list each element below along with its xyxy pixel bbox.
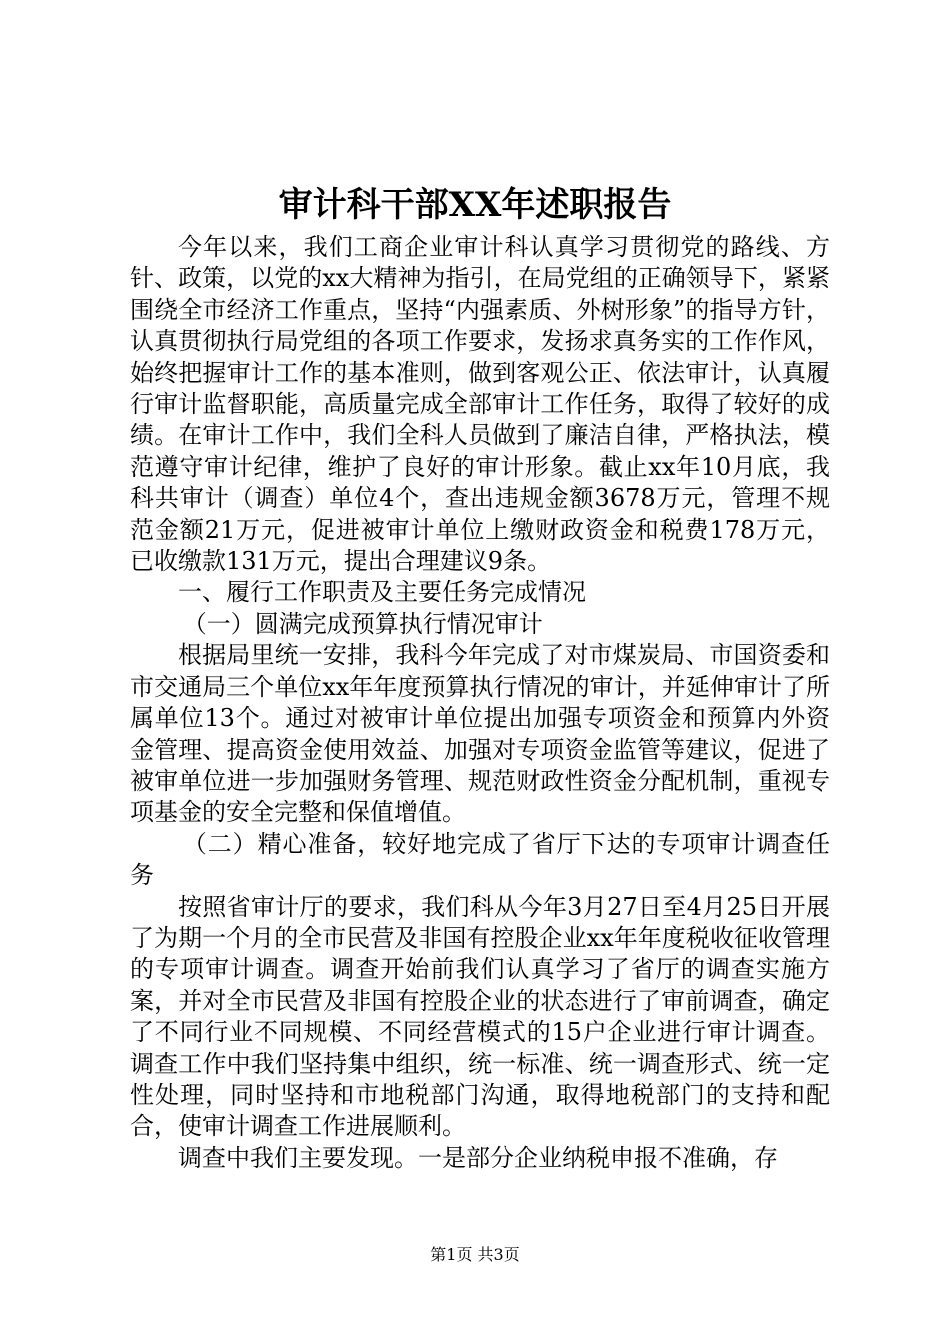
- document-body: [130, 232, 830, 1174]
- section-heading-1: 一、履行工作职责及主要任务完成情况: [178, 578, 586, 607]
- page-footer: 第1页 共3页: [430, 1245, 520, 1264]
- paragraph-findings: 调查中我们主要发现。一是部分企业纳税申报不准确，存: [178, 1143, 778, 1172]
- subsection-heading-2: （二）精心准备，较好地完成了省厅下达的专项审计调查任务: [130, 829, 830, 890]
- paragraph-budget-audit: 根据局里统一安排，我科今年完成了对市煤炭局、市国资委和市交通局三个单位xx年年度预算执行情况的审计，并延伸审计了所属单位13个。通过对被审计单位提出加强专项资金和预算内外资金管理、提高资金使用效益、加强对专项资金监管等建议，促进了被审单位进一步加强财务管理、规范财政性资金分配机制，重视专项基金的安全完整和保值增值。: [130, 641, 830, 827]
- document-title: 审计科干部XX年述职报告: [278, 185, 672, 225]
- paragraph-special-audit: 按照省审计厅的要求，我们科从今年3月27日至4月25日开展了为期一个月的全市民营及非国有控股企业xx年年度税收征收管理的专项审计调查。调查开始前我们认真学习了省厅的调查实施方案，并对全市民营及非国有控股企业的状态进行了审前调查，确定了不同行业不同规模、不同经营模式的15户企业进行审计调查。调查工作中我们坚持集中组织，统一标准、统一调查形式、统一定性处理，同时坚持和市地税部门沟通，取得地税部门的支持和配合，使审计调查工作进展顺利。: [130, 892, 830, 1141]
- paragraph-intro: 今年以来，我们工商企业审计科认真学习贯彻党的路线、方针、政策，以党的xx大精神为指引，在局党组的正确领导下，紧紧围绕全市经济工作重点，坚持“内强素质、外树形象”的指导方针，认真贯彻执行局党组的各项工作要求，发扬求真务实的工作作风，始终把握审计工作的基本准则，做到客观公正、依法审计，认真履行审计监督职能，高质量完成全部审计工作任务，取得了较好的成绩。在审计工作中，我们全科人员做到了廉洁自律，严格执法，模范遵守审计纪律，维护了良好的审计形象。截止xx年10月底，我科共审计（调查）单位4个，查出违规金额3678万元，管理不规范金额21万元，促进被审计单位上缴财政资金和税费178万元，已收缴款131万元，提出合理建议9条。: [130, 233, 830, 576]
- subsection-heading-1: （一）圆满完成预算执行情况审计: [182, 609, 543, 638]
